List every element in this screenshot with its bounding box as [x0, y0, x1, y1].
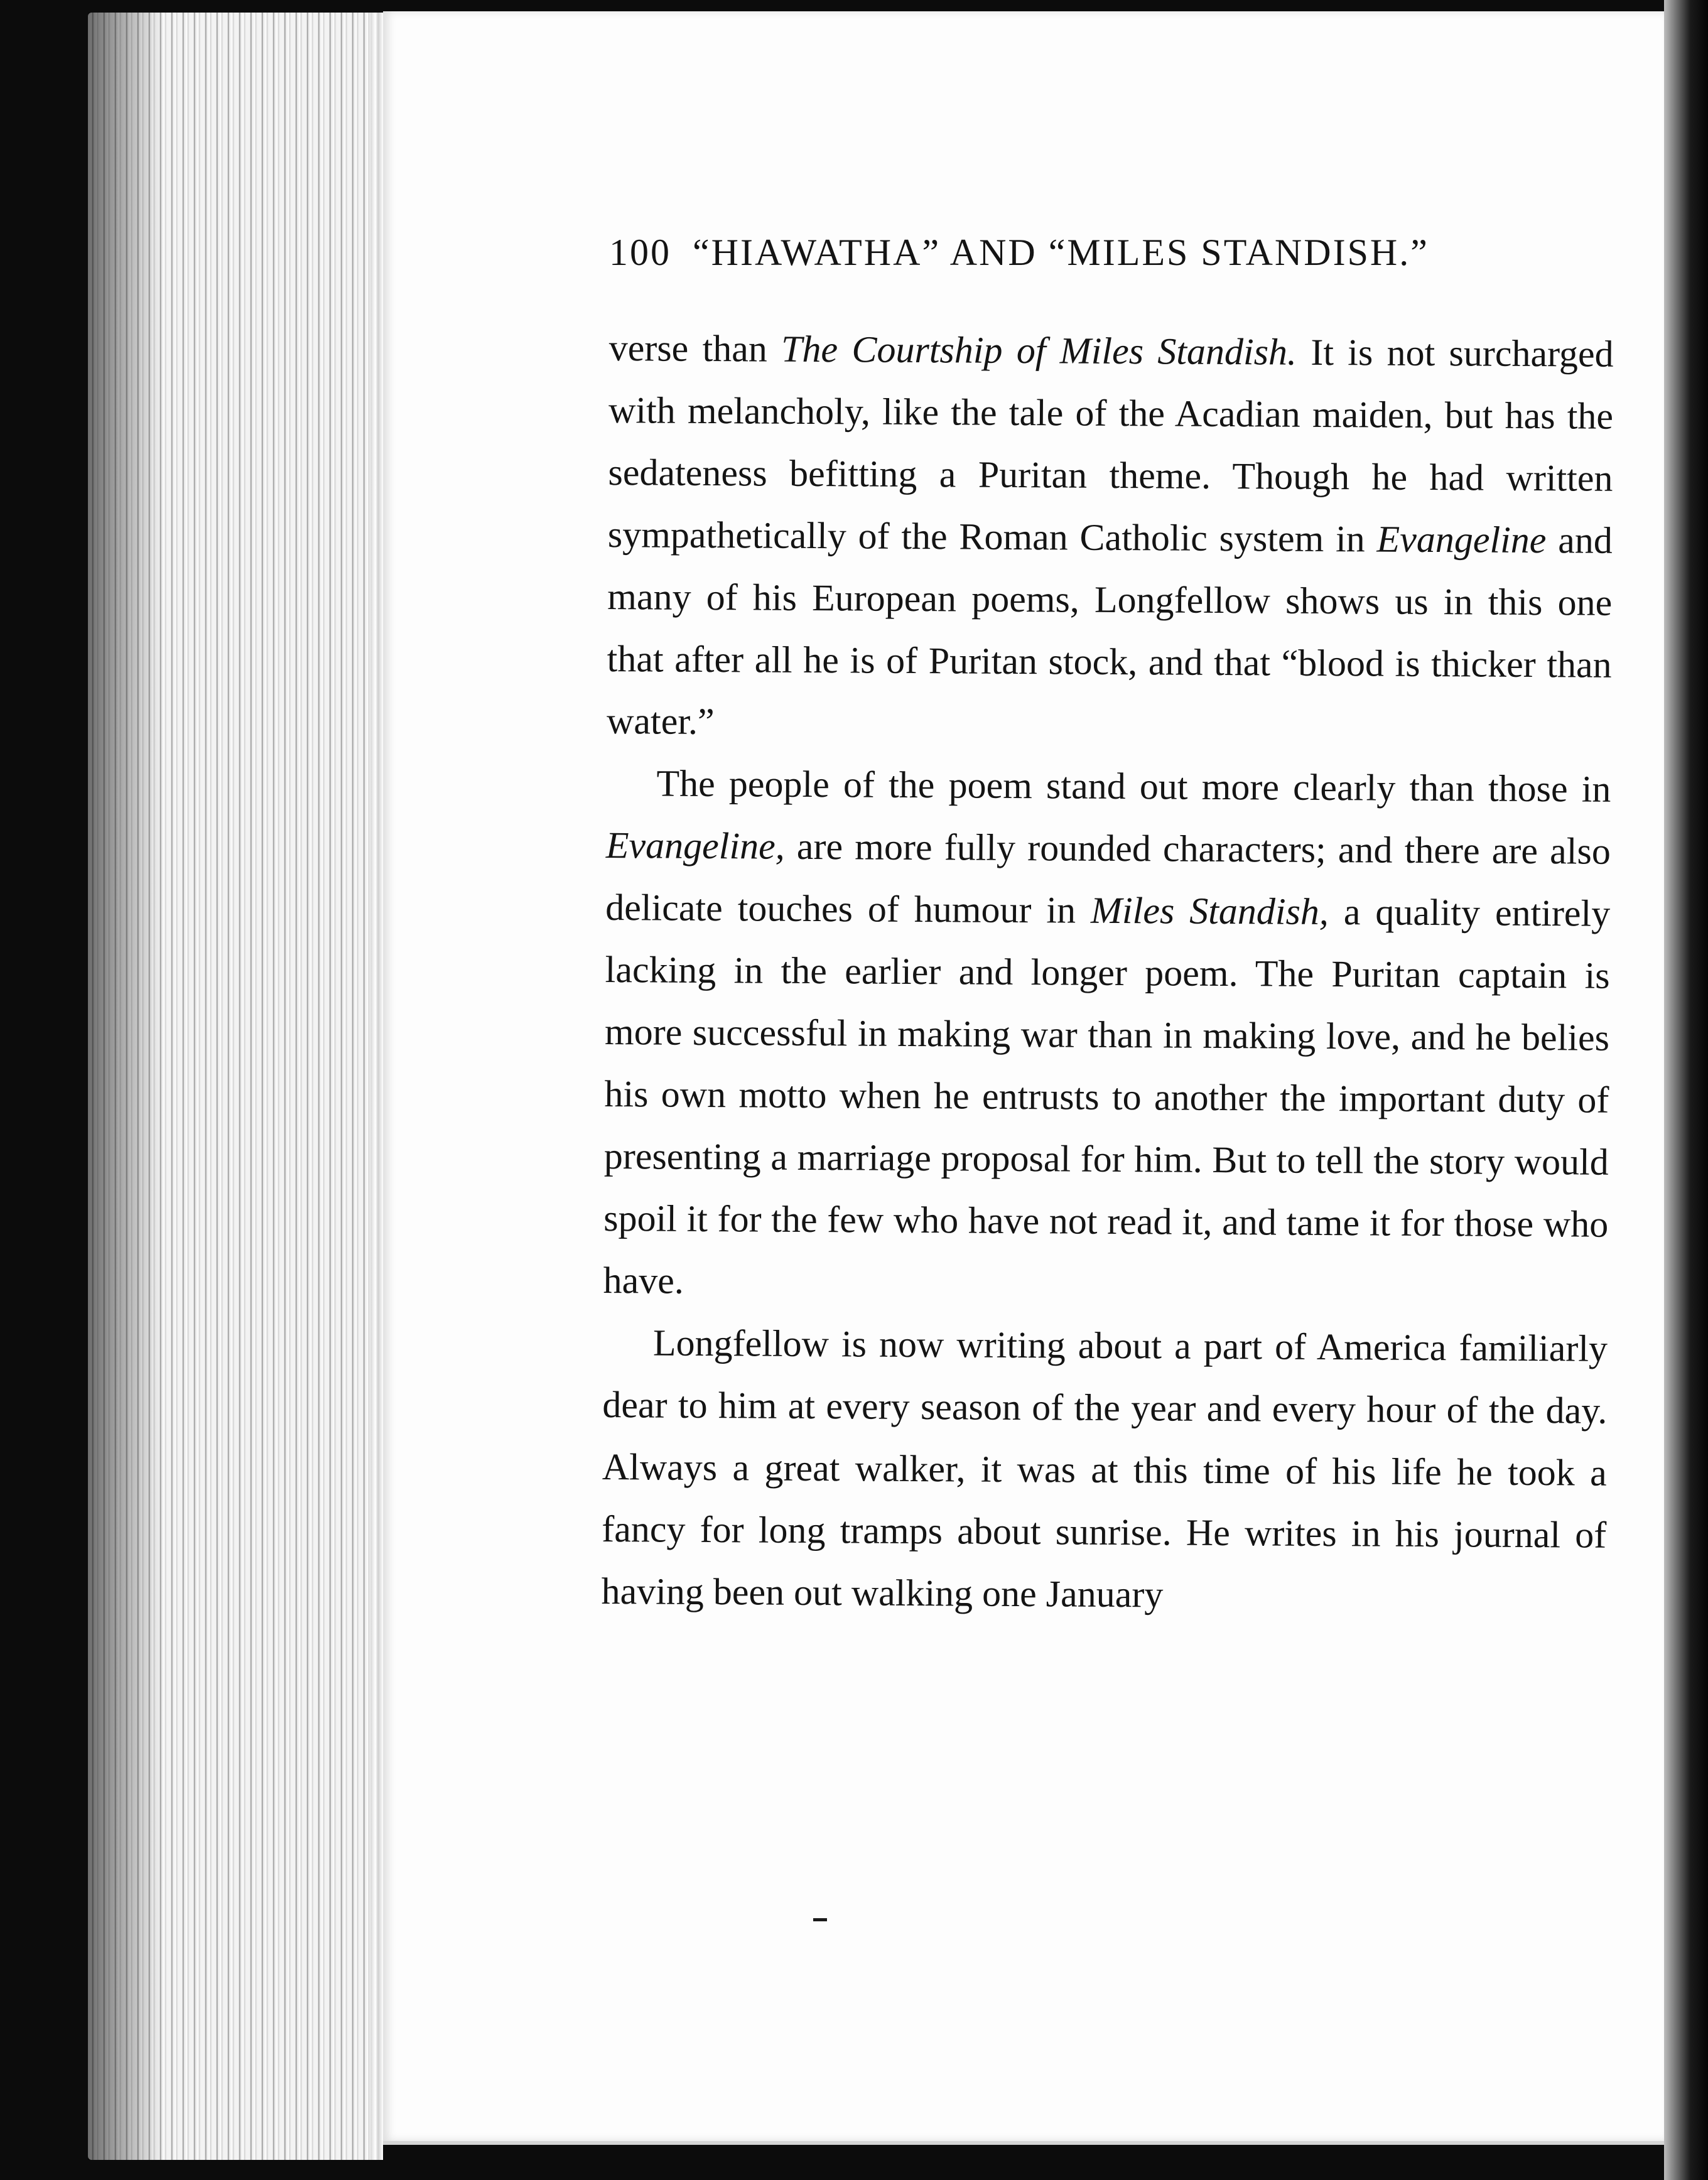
- body-text: [601, 317, 1614, 1629]
- text-run: verse than: [608, 326, 782, 370]
- text-run: The people of the poem stand out more clearly than those in: [656, 762, 1611, 810]
- paragraph: [607, 317, 1614, 758]
- running-title: “HIAWATHA” AND “MILES STANDISH.”: [693, 232, 1429, 273]
- italic-title: The Courtship of Miles Standish.: [781, 328, 1297, 373]
- page-number: 100: [609, 232, 671, 273]
- text-run: It is not surcharged with melancholy, like the tale of the Acadian maiden, but has the sedateness befitting a Puritan theme. Though he had written sympathetically of the Roman Catholic system in: [607, 331, 1614, 560]
- italic-title: Evangeline: [1376, 518, 1547, 561]
- text-run: are more fully rounded characters; and there are also delicate touches of humour in: [605, 825, 1611, 931]
- page-edges: [88, 13, 383, 2160]
- text-run: Longfellow is now writing about a part of America familiarly dear to him at every season of the year and every hour of the day. Always a great walker, it was at this time of his life he took a fancy for long tramps about sunrise. He writes in his journal of having been out walking one January: [601, 1322, 1608, 1616]
- text-run: and many of his European poems, Longfellow shows us in this one that after all he is of Puritan stock, and that “blood is thicker than water.”: [606, 519, 1613, 743]
- page-mark: [813, 1918, 827, 1921]
- running-head: [609, 231, 1626, 274]
- italic-title: Miles Standish,: [1090, 889, 1329, 933]
- page-edge-shadow: [1664, 0, 1708, 2180]
- paragraph: [603, 752, 1611, 1318]
- text-run: a quality entirely lacking in the earlier and longer poem. The Puritan captain is more successful in making war than in making love, and he belies his own motto when he entrusts to another the important duty of presenting a marriage proposal for him. But to tell the story would spoil it for the few who have not read it, and tame it for those who have.: [603, 891, 1611, 1302]
- paragraph: [601, 1312, 1608, 1629]
- italic-title: Evangeline,: [605, 824, 785, 867]
- gutter: [370, 13, 383, 2160]
